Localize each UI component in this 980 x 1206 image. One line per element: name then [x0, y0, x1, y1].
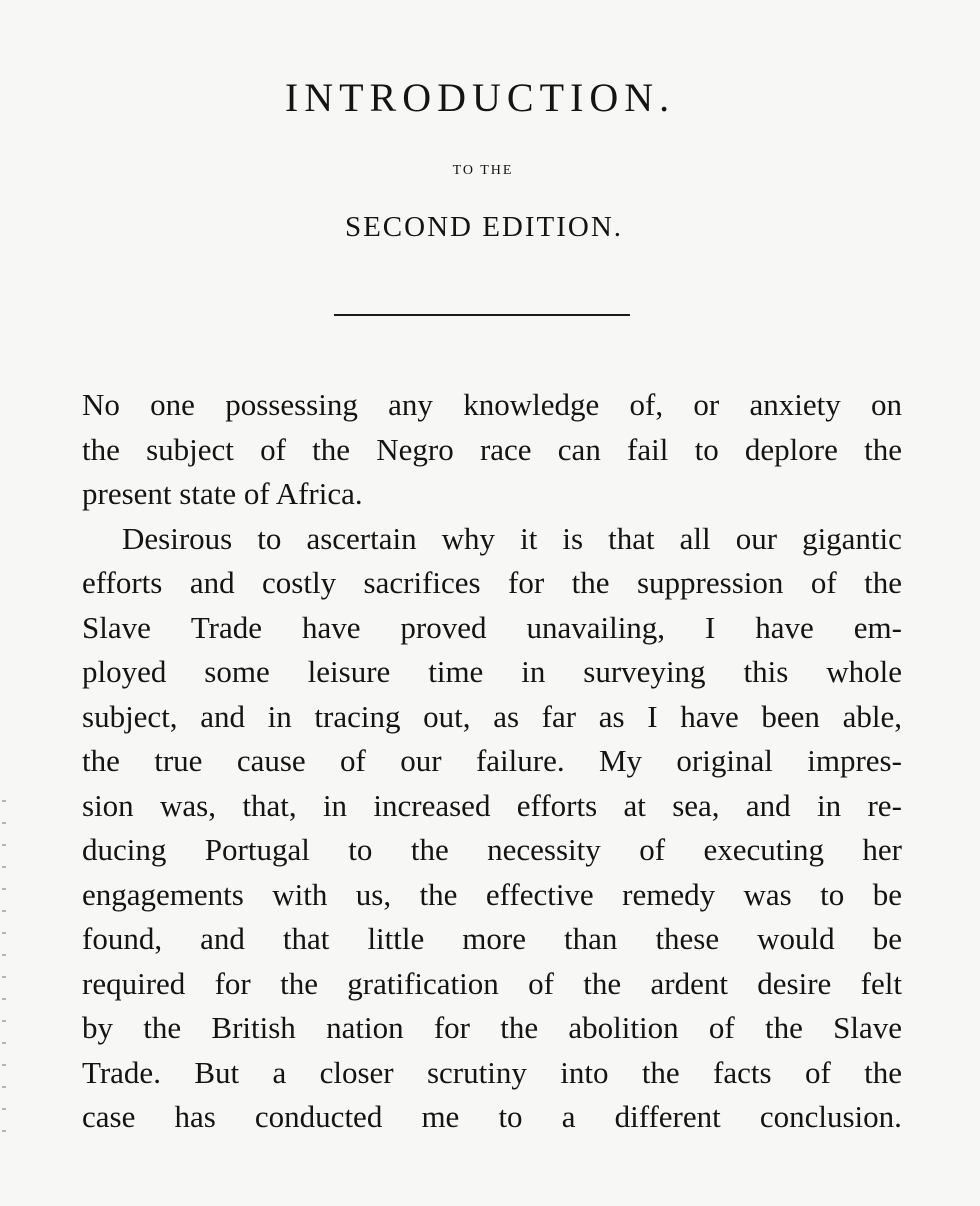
text-line: [82, 828, 902, 873]
word: at: [623, 787, 646, 823]
word: remedy: [622, 876, 716, 912]
word: felt: [860, 965, 902, 1001]
word: But: [194, 1054, 240, 1090]
word: and: [189, 565, 235, 600]
text-line: [82, 1051, 902, 1096]
word: efforts: [82, 565, 163, 600]
word: and: [745, 787, 791, 823]
word: necessity: [487, 832, 601, 867]
word: closer: [319, 1054, 394, 1090]
text-line: [82, 428, 902, 473]
word: whole: [826, 654, 902, 689]
word: No: [82, 387, 120, 422]
word: increased: [373, 787, 491, 823]
paragraph-1: [82, 383, 902, 517]
word: her: [862, 832, 902, 867]
word: engagements: [82, 876, 244, 912]
word: as: [598, 698, 625, 734]
subtitle-connector: TO THE: [452, 163, 514, 178]
word: subject: [146, 431, 234, 467]
word: out,: [423, 698, 471, 734]
word: sacrifices: [363, 565, 481, 600]
word: more: [462, 921, 526, 956]
word: ducing: [82, 832, 167, 867]
page-title: INTRODUCTION.: [284, 75, 676, 120]
word: this: [743, 654, 789, 689]
word: executing: [703, 832, 824, 867]
word: into: [560, 1054, 609, 1090]
text-line: present state of Africa.: [82, 476, 363, 511]
word: of: [260, 431, 286, 467]
word: have: [680, 698, 739, 734]
word: to: [694, 431, 719, 467]
word: in: [322, 787, 348, 823]
word: it: [520, 520, 538, 556]
word: these: [655, 921, 720, 956]
word: a: [272, 1054, 287, 1090]
word: a: [561, 1099, 576, 1134]
word: case: [82, 1099, 136, 1134]
word: be: [872, 876, 902, 912]
word: in: [521, 654, 546, 689]
word: scrutiny: [426, 1054, 527, 1090]
word: possessing: [225, 387, 358, 422]
word: to: [498, 1099, 523, 1134]
word: the: [82, 431, 120, 467]
word: little: [367, 921, 425, 956]
text-line: [82, 695, 902, 740]
word: British: [211, 1010, 296, 1045]
word: to: [820, 876, 845, 912]
word: the: [410, 832, 449, 867]
word: and: [200, 698, 245, 734]
word: our: [400, 743, 442, 778]
word: desire: [757, 965, 832, 1001]
word: that,: [242, 787, 297, 823]
word: required: [82, 965, 186, 1001]
word: one: [150, 387, 195, 422]
word: deplore: [744, 431, 838, 467]
word: by: [82, 1010, 113, 1045]
word: My: [598, 743, 643, 778]
word: ployed: [82, 654, 167, 689]
word: subject,: [82, 698, 178, 734]
word: Negro: [376, 431, 454, 467]
text-line: [82, 517, 902, 562]
body-text: [82, 383, 902, 1140]
word: sion: [82, 787, 134, 823]
word: sea,: [672, 787, 720, 823]
word: that: [608, 520, 655, 556]
text-line: [82, 1095, 902, 1140]
word: able,: [842, 698, 902, 734]
word: be: [872, 921, 902, 956]
word: us,: [355, 876, 392, 912]
word: the: [143, 1010, 182, 1045]
word: abolition: [568, 1010, 679, 1045]
word: and: [200, 921, 245, 956]
word: the: [864, 431, 902, 467]
text-line: [82, 873, 902, 918]
word: for: [433, 1010, 470, 1045]
word: far: [541, 698, 577, 734]
text-line: [82, 917, 902, 962]
word: on: [871, 387, 902, 422]
word: ascertain: [306, 520, 417, 556]
word: been: [761, 698, 820, 734]
word: the: [82, 743, 120, 778]
word: of: [340, 743, 366, 778]
word: has: [174, 1099, 216, 1134]
text-line: [82, 1006, 902, 1051]
word: of: [810, 565, 837, 600]
word: why: [441, 520, 496, 556]
word: Slave: [833, 1010, 902, 1045]
text-line: [82, 739, 902, 784]
word: race: [479, 431, 532, 467]
edition-heading: SECOND EDITION.: [344, 211, 624, 243]
word: Trade: [190, 609, 263, 645]
word: any: [388, 387, 433, 422]
word: the: [280, 965, 318, 1001]
word: I: [705, 609, 716, 645]
word: suppression: [636, 565, 784, 600]
word: or: [693, 387, 720, 422]
text-line: [82, 561, 902, 606]
word: for: [214, 965, 251, 1001]
word: gratification: [347, 965, 499, 1001]
section-divider: [334, 314, 630, 316]
word: the: [764, 1010, 803, 1045]
word: true: [154, 743, 203, 778]
word: cause: [236, 743, 306, 778]
word: of: [804, 1054, 831, 1090]
word: was,: [160, 787, 216, 823]
word: that: [282, 921, 330, 956]
word: time: [428, 654, 484, 689]
word: efforts: [516, 787, 598, 823]
word: would: [757, 921, 835, 956]
word: impres-: [807, 743, 902, 778]
word: conclusion.: [759, 1099, 902, 1134]
word: the: [312, 431, 351, 467]
word: can: [557, 431, 601, 467]
word: to: [348, 832, 373, 867]
word: of: [639, 832, 666, 867]
word: found,: [82, 921, 163, 956]
word: in: [267, 698, 292, 734]
word: the: [641, 1054, 680, 1090]
word: Slave: [82, 609, 151, 645]
word: some: [204, 654, 270, 689]
word: knowledge: [463, 387, 600, 422]
word: ardent: [650, 965, 728, 1001]
word: unavailing,: [526, 609, 666, 645]
word: the: [419, 876, 458, 912]
word: with: [272, 876, 328, 912]
word: our: [735, 520, 778, 556]
word: of,: [629, 387, 664, 422]
word: the: [571, 565, 610, 600]
text-line: [82, 606, 902, 651]
word: of: [528, 965, 554, 1001]
word: was: [743, 876, 792, 912]
text-line: [82, 784, 902, 829]
word: all: [679, 520, 711, 556]
word: Trade.: [82, 1054, 161, 1090]
word: Portugal: [204, 832, 310, 867]
word: failure.: [475, 743, 565, 778]
word: costly: [262, 565, 337, 600]
word: to: [257, 520, 282, 556]
word: the: [864, 565, 902, 600]
word: have: [755, 609, 814, 645]
word: re-: [867, 787, 902, 823]
word: tracing: [314, 698, 401, 734]
page-edge-marks: [2, 800, 6, 1140]
word: facts: [713, 1054, 772, 1090]
word: is: [562, 520, 584, 556]
word: as: [493, 698, 520, 734]
word: for: [508, 565, 545, 600]
word: than: [564, 921, 618, 956]
text-line: [82, 650, 902, 695]
word: gigantic: [802, 520, 902, 556]
word: nation: [326, 1010, 404, 1045]
word: the: [864, 1054, 902, 1090]
word: leisure: [307, 654, 391, 689]
word: I: [647, 698, 658, 734]
text-line: [82, 962, 902, 1007]
word: original: [676, 743, 773, 778]
word: proved: [400, 609, 487, 645]
word: the: [583, 965, 622, 1001]
word: em-: [853, 609, 902, 645]
word: of: [708, 1010, 735, 1045]
word: in: [817, 787, 842, 823]
word: anxiety: [749, 387, 841, 422]
word: fail: [627, 431, 669, 467]
word: the: [500, 1010, 539, 1045]
word: conducted: [254, 1099, 383, 1134]
word: different: [614, 1099, 721, 1134]
word: have: [301, 609, 361, 645]
paragraph-2: [82, 517, 902, 1140]
text-line: [82, 383, 902, 428]
word: Desirous: [122, 520, 233, 556]
word: me: [421, 1099, 460, 1134]
word: surveying: [583, 654, 706, 689]
word: effective: [485, 876, 594, 912]
